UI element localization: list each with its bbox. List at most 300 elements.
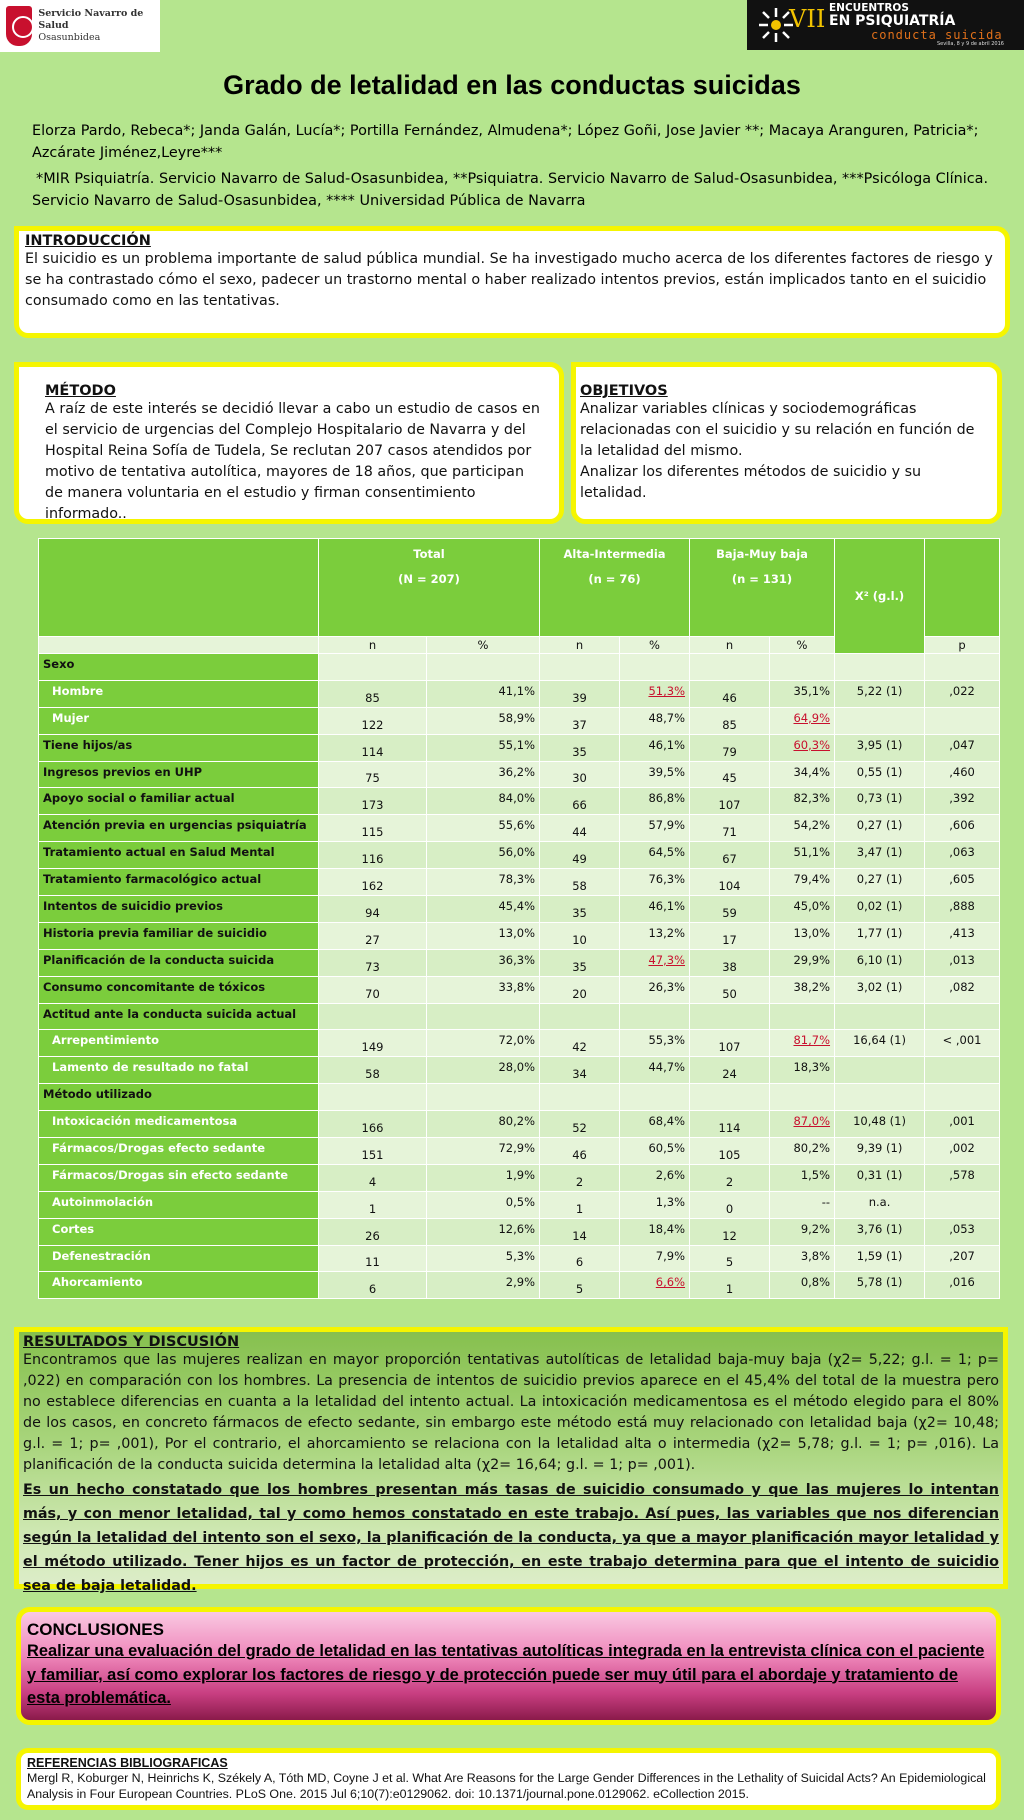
row-label-value: Ahorcamiento [52,1275,143,1290]
cell-alta-pct-value: 7,9% [655,1248,686,1263]
table-row [39,842,1000,869]
cell-alta-n-value: 1 [575,1201,584,1216]
table-row [39,1084,1000,1111]
cell-total-pct-value: 55,1% [498,737,536,752]
row-label-value: Intoxicación medicamentosa [52,1114,238,1129]
cell-total-pct [427,707,540,734]
table-body [39,654,1000,1299]
cell-alta-n-value: 10 [572,932,587,947]
cell-alta-n [540,949,620,976]
cell-alta-pct [620,842,690,869]
cell-total-n [319,1138,427,1165]
cell-baja-n [690,1272,770,1299]
cell-chi [835,1164,925,1191]
cell-chi [835,707,925,734]
cell-total-pct [427,1030,540,1057]
row-label-value: Actitud ante la conducta suicida actual [43,1006,297,1021]
cell-chi [835,1138,925,1165]
row-label [39,1084,319,1111]
cell-alta-n [540,1191,620,1218]
cell-alta-n-value: 20 [572,986,587,1001]
cell-baja-n [690,1138,770,1165]
cell-alta-n-value: 14 [572,1228,587,1243]
row-label-value: Defenestración [52,1248,151,1263]
cell-baja-n [690,1191,770,1218]
cell-alta-pct [620,734,690,761]
cell-total-pct [427,1138,540,1165]
cell-chi [835,949,925,976]
cell-baja-n [690,1084,770,1111]
row-label [39,1272,319,1299]
cell-alta-pct-value: 60,5% [648,1141,686,1156]
cell-alta-n-value: 6 [575,1255,584,1270]
sub-pct: % [427,637,540,654]
cell-baja-pct [770,1084,835,1111]
cell-total-pct [427,654,540,681]
cell-alta-n [540,1084,620,1111]
row-label [39,922,319,949]
row-label [39,788,319,815]
cell-baja-pct [770,1272,835,1299]
cell-baja-n [690,761,770,788]
table-row [39,976,1000,1003]
cell-p-value: ,002 [949,1141,975,1156]
cell-total-n [319,1030,427,1057]
cell-alta-n [540,1111,620,1138]
cell-alta-n-value: 35 [572,744,587,759]
affiliation-line1: *MIR Psiquiatría. Servicio Navarro de Salud-Osasunbidea, **Psiquiatra. Servicio Navarro de Salud-Osasunbidea, ***Psicóloga Clínica. [36,171,989,187]
cell-p-value: ,606 [949,818,975,833]
cell-total-n-value: 26 [365,1228,380,1243]
results-table [38,538,999,1297]
cell-baja-pct-value: 51,1% [793,845,831,860]
cell-total-pct [427,1245,540,1272]
cell-p [925,869,1000,896]
cell-total-n-value: 114 [361,744,384,759]
cell-baja-n [690,1164,770,1191]
cell-chi [835,1272,925,1299]
cell-chi-value: 3,76 (1) [856,1221,903,1236]
cell-total-n [319,680,427,707]
table-row [39,1111,1000,1138]
method-box [14,362,564,524]
cell-alta-pct [620,815,690,842]
cell-alta-pct [620,1272,690,1299]
cell-alta-pct [620,788,690,815]
header-baja: Baja-Muy baja (n = 131) [690,539,835,637]
cell-total-n-value: 85 [365,690,380,705]
cell-baja-pct-value: 9,2% [800,1221,831,1236]
cell-alta-pct-value: 86,8% [648,791,686,806]
cell-alta-pct-value: 64,5% [648,845,686,860]
table-row [39,1218,1000,1245]
sub-n: n [540,637,620,654]
cell-p-value: ,082 [949,979,975,994]
cell-total-pct-value: 55,6% [498,818,536,833]
cell-alta-pct-value: 46,1% [648,737,686,752]
cell-chi-value: 1,77 (1) [856,925,903,940]
cell-total-pct [427,815,540,842]
intro-box [14,226,1010,338]
cell-total-pct-value: 5,3% [505,1248,536,1263]
row-label [39,1111,319,1138]
logo-right-line3: conducta suicida [871,28,1003,42]
table-row [39,1138,1000,1165]
cell-total-n [319,734,427,761]
logo-left-line2: Osasunbidea [38,31,101,43]
cell-total-pct-value: 72,9% [498,1141,536,1156]
cell-total-pct [427,1191,540,1218]
cell-total-n [319,869,427,896]
cell-baja-pct [770,1191,835,1218]
cell-alta-pct [620,869,690,896]
cell-alta-n-value: 44 [572,825,587,840]
cell-baja-n-value: 71 [722,825,737,840]
objectives-box [571,362,1002,524]
cell-baja-n-value: 46 [722,690,737,705]
cell-p [925,1057,1000,1084]
cell-baja-n [690,1245,770,1272]
cell-total-pct-value: 58,9% [498,710,536,725]
cell-chi-value: 5,78 (1) [856,1275,903,1290]
cell-p-value: ,016 [949,1275,975,1290]
row-label [39,1191,319,1218]
cell-total-pct [427,1272,540,1299]
table-row [39,869,1000,896]
cell-baja-n-value: 104 [718,879,741,894]
cell-chi-value: 0,27 (1) [856,872,903,887]
cell-chi [835,1030,925,1057]
cell-alta-pct-value: 18,4% [648,1221,686,1236]
row-label-value: Historia previa familiar de suicidio [43,925,267,940]
cell-total-pct [427,680,540,707]
cell-chi [835,1245,925,1272]
row-label-value: Intentos de suicidio previos [43,899,223,914]
cell-chi [835,761,925,788]
cell-chi [835,1057,925,1084]
row-label-value: Lamento de resultado no fatal [52,1060,249,1075]
row-label [39,1218,319,1245]
cell-alta-pct [620,922,690,949]
cell-alta-pct-value: 57,9% [648,818,686,833]
cell-baja-pct-value: -- [821,1194,831,1209]
cell-alta-n [540,1030,620,1057]
cell-baja-pct-value: 80,2% [793,1141,831,1156]
cell-alta-n-value: 58 [572,879,587,894]
cell-baja-n-value: 107 [718,1040,741,1055]
cell-total-pct-value: 1,9% [505,1167,536,1182]
cell-baja-pct [770,1003,835,1030]
cell-chi [835,896,925,923]
row-label [39,815,319,842]
cell-alta-n [540,1003,620,1030]
cell-baja-pct-value: 79,4% [793,872,831,887]
cell-chi [835,1003,925,1030]
header-p-blank [925,539,1000,637]
cell-baja-pct-value: 13,0% [793,925,831,940]
cell-alta-pct-value: 46,1% [648,899,686,914]
cell-alta-n [540,896,620,923]
cell-baja-n-value: 67 [722,852,737,867]
objectives-line1: Analizar variables clínicas y sociodemográficas relacionadas con el suicidio y su relación en función de la letalidad del mismo. [580,401,975,459]
results-bold-text: Es un hecho constatado que los hombres presentan más tasas de suicidio consumado y que las mujeres lo intentan más, y con menor letalidad, tal y como hemos constatado en este trabajo. Así pues, las variables que nos diferencian según la letalidad del intento son el sexo, la planificación de la conducta, ya que a mayor planificación mayor letalidad y el método utilizado. Tener hijos es un factor de protección, en este trabajo determina para que el intento de suicidio sea de baja letalidad. [23,1482,999,1594]
cell-alta-n [540,1245,620,1272]
cell-alta-pct-value: 76,3% [648,872,686,887]
cell-baja-n [690,922,770,949]
cell-total-n [319,788,427,815]
cell-chi [835,869,925,896]
cell-baja-n [690,1218,770,1245]
cell-alta-pct [620,1003,690,1030]
row-label [39,1057,319,1084]
cell-baja-n-value: 105 [718,1147,741,1162]
row-label [39,707,319,734]
cell-baja-pct [770,1057,835,1084]
cell-p-value: < ,001 [942,1033,982,1048]
cell-total-n [319,896,427,923]
cell-alta-n-value: 35 [572,959,587,974]
cell-p [925,1003,1000,1030]
cell-total-pct-value: 2,9% [505,1275,536,1290]
row-label-value: Consumo concomitante de tóxicos [43,979,266,994]
cell-baja-pct [770,869,835,896]
cell-total-pct [427,922,540,949]
cell-chi [835,976,925,1003]
cell-baja-pct-value: 0,8% [800,1275,831,1290]
cell-total-n [319,815,427,842]
table-row [39,949,1000,976]
cell-baja-n [690,1030,770,1057]
cell-total-n [319,1003,427,1030]
table-row [39,734,1000,761]
cell-total-n [319,922,427,949]
authors: Elorza Pardo, Rebeca*; Janda Galán, Lucía*; Portilla Fernández, Almudena*; López Goñi, Jose Javier **; Macaya Aranguren, Patricia*; Azcárate Jiménez,Leyre*** [32,123,979,161]
cell-p [925,1272,1000,1299]
cell-p [925,1084,1000,1111]
cell-total-pct-value: 84,0% [498,791,536,806]
cell-alta-n [540,1138,620,1165]
cell-p [925,1111,1000,1138]
cell-total-pct [427,896,540,923]
cell-baja-pct [770,761,835,788]
cell-total-n [319,707,427,734]
cell-chi-value: n.a. [868,1194,891,1209]
cell-baja-pct [770,976,835,1003]
cell-alta-n [540,761,620,788]
logo-encuentros [747,0,1024,50]
cell-chi-value: 10,48 (1) [853,1114,906,1129]
references-box [16,1748,1001,1810]
logo-numeral: VII [789,5,826,33]
conclusions-text: Realizar una evaluación del grado de letalidad en las tentativas autolíticas integrada en la entrevista clínica con el paciente y familiar, así como explorar los factores de riesgo y de protección puede ser muy útil para el abordaje y tratamiento de esta problemática. [27,1642,985,1707]
cell-p [925,842,1000,869]
cell-total-n [319,1191,427,1218]
row-label [39,869,319,896]
row-label-value: Apoyo social o familiar actual [43,791,235,806]
cell-total-pct-value: 13,0% [498,925,536,940]
cell-p [925,788,1000,815]
cell-alta-n [540,1057,620,1084]
table-row [39,922,1000,949]
row-label [39,680,319,707]
cell-baja-n [690,869,770,896]
cell-baja-n [690,976,770,1003]
cell-baja-n-value: 107 [718,798,741,813]
cell-alta-pct-value: 68,4% [648,1114,686,1129]
cell-total-pct [427,1218,540,1245]
cell-total-pct [427,1057,540,1084]
cell-total-n [319,1057,427,1084]
cell-chi [835,1218,925,1245]
cell-baja-n-value: 17 [722,932,737,947]
cell-total-pct [427,949,540,976]
cell-total-n [319,949,427,976]
row-label-value: Método utilizado [43,1087,152,1102]
cell-baja-n [690,896,770,923]
cell-p [925,734,1000,761]
cell-chi-value: 0,27 (1) [856,818,903,833]
row-label [39,1138,319,1165]
cell-alta-n-value: 34 [572,1067,587,1082]
cell-chi [835,788,925,815]
cell-total-pct-value: 45,4% [498,899,536,914]
cell-total-n [319,1272,427,1299]
cell-baja-pct-value: 45,0% [793,899,831,914]
results-text: Encontramos que las mujeres realizan en mayor proporción tentativas autolíticas de letalidad baja-muy baja (χ2= 5,22; g.l. = 1; p= ,022) en comparación con los hombres. La presencia de intentos de suicidio previos aparece en el 45,4% del total de la muestra pero no establece diferencias en cuanta a la letalidad del intento actual. La intoxicación medicamentosa es el método elegido para el 80% de los casos, en concreto fármacos de efecto sedante, sin embargo este método está muy relacionado con letalidad baja (χ2= 10,48; g.l. = 1; p= ,001), Por el contrario, el ahorcamiento se relaciona con la letalidad alta o intermedia (χ2= 5,78; g.l. = 1; p= ,016). La planificación de la conducta suicida determina la letalidad alta (χ2= 16,64; g.l. = 1; p= ,001). [23,1352,999,1473]
row-label-value: Ingresos previos en UHP [43,764,203,779]
cell-baja-pct [770,815,835,842]
cell-alta-pct-value: 44,7% [648,1060,686,1075]
cell-p [925,654,1000,681]
cell-p [925,1245,1000,1272]
logo-servicio-navarro [0,0,160,52]
table-row [39,788,1000,815]
logo-right-line2: EN PSIQUIATRÍA [829,13,956,30]
cell-baja-pct-value: 18,3% [793,1060,831,1075]
conclusions-heading: CONCLUSIONES [27,1620,164,1639]
cell-alta-n [540,815,620,842]
cell-p [925,1138,1000,1165]
table-row [39,1245,1000,1272]
cell-baja-pct-value: 82,3% [793,791,831,806]
cell-baja-n-value: 59 [722,905,737,920]
cell-alta-pct [620,976,690,1003]
affiliations [32,168,992,212]
cell-alta-pct [620,654,690,681]
cell-total-pct-value: 41,1% [498,683,536,698]
cell-baja-n [690,1003,770,1030]
cell-total-n [319,1164,427,1191]
header-alta: Alta-Intermedia (n = 76) [540,539,690,637]
sub-n: n [319,637,427,654]
cell-alta-pct [620,1057,690,1084]
cell-alta-pct-value: 51,3% [648,683,686,698]
cell-total-pct [427,1084,540,1111]
cell-chi [835,1111,925,1138]
cell-total-n [319,1218,427,1245]
cell-alta-pct [620,761,690,788]
header-blank [39,539,319,637]
table-row [39,1057,1000,1084]
cell-total-n [319,654,427,681]
cell-baja-pct [770,1245,835,1272]
cell-alta-pct [620,1084,690,1111]
cell-total-pct-value: 36,2% [498,764,536,779]
cell-chi-value: 3,95 (1) [856,737,903,752]
logo-right-date: Sevilla, 8 y 9 de abril 2016 [937,41,1004,47]
row-label [39,1164,319,1191]
conclusions-box [16,1607,1001,1725]
row-label-value: Sexo [43,657,75,671]
cell-baja-pct-value: 3,8% [800,1248,831,1263]
cell-p-value: ,022 [949,683,975,698]
cell-p-value: ,578 [949,1167,975,1182]
cell-baja-n [690,654,770,681]
cell-baja-pct [770,680,835,707]
logo-right-line1: ENCUENTROS [829,2,909,14]
cell-baja-n [690,1057,770,1084]
cell-baja-n-value: 2 [725,1174,734,1189]
cell-total-pct [427,761,540,788]
table-row [39,707,1000,734]
table-row [39,896,1000,923]
row-label [39,1245,319,1272]
cell-total-pct [427,976,540,1003]
table-row [39,761,1000,788]
cell-alta-n-value: 35 [572,905,587,920]
row-label-value: Atención previa en urgencias psiquiatría [43,818,307,833]
cell-chi-value: 1,59 (1) [856,1248,903,1263]
cell-alta-pct-value: 26,3% [648,979,686,994]
cell-baja-n-value: 5 [725,1255,734,1270]
cell-baja-n-value: 45 [722,771,737,786]
cell-p [925,896,1000,923]
cell-baja-n [690,680,770,707]
cell-alta-n [540,1272,620,1299]
cell-baja-n [690,815,770,842]
row-label [39,761,319,788]
cell-total-n-value: 27 [365,932,380,947]
row-label [39,896,319,923]
cell-chi-value: 6,10 (1) [856,952,903,967]
references-heading: REFERENCIAS BIBLIOGRAFICAS [27,1756,228,1770]
cell-chi [835,1191,925,1218]
cell-chi [835,922,925,949]
cell-chi [835,734,925,761]
cell-alta-pct-value: 55,3% [648,1033,686,1048]
cell-baja-n-value: 38 [722,959,737,974]
cell-p [925,1218,1000,1245]
references-text: Mergl R, Koburger N, Heinrichs K, Székely A, Tóth MD, Coyne J et al. What Are Reasons for the Large Gender Differences in the Lethality of Suicidal Acts? An Epidemiological Analysis in Four European Countries. PLoS One. 2015 Jul 6;10(7):e0129062. doi: 10.1371/journal.pone.0129062. eCollection 2015. [27,1771,986,1801]
cell-p-value: ,888 [949,899,975,914]
cell-baja-n-value: 79 [722,744,737,759]
cell-alta-n-value: 52 [572,1121,587,1136]
cell-total-n-value: 166 [361,1121,384,1136]
cell-alta-n-value: 39 [572,690,587,705]
cell-baja-pct [770,949,835,976]
table-row [39,680,1000,707]
cell-total-n-value: 116 [361,852,384,867]
cell-alta-n [540,654,620,681]
cell-total-n [319,976,427,1003]
cell-alta-pct [620,1138,690,1165]
cell-total-pct [427,842,540,869]
cell-p-value: ,063 [949,845,975,860]
cell-baja-pct [770,842,835,869]
cell-baja-pct [770,922,835,949]
cell-total-pct [427,1164,540,1191]
cell-total-pct [427,1003,540,1030]
